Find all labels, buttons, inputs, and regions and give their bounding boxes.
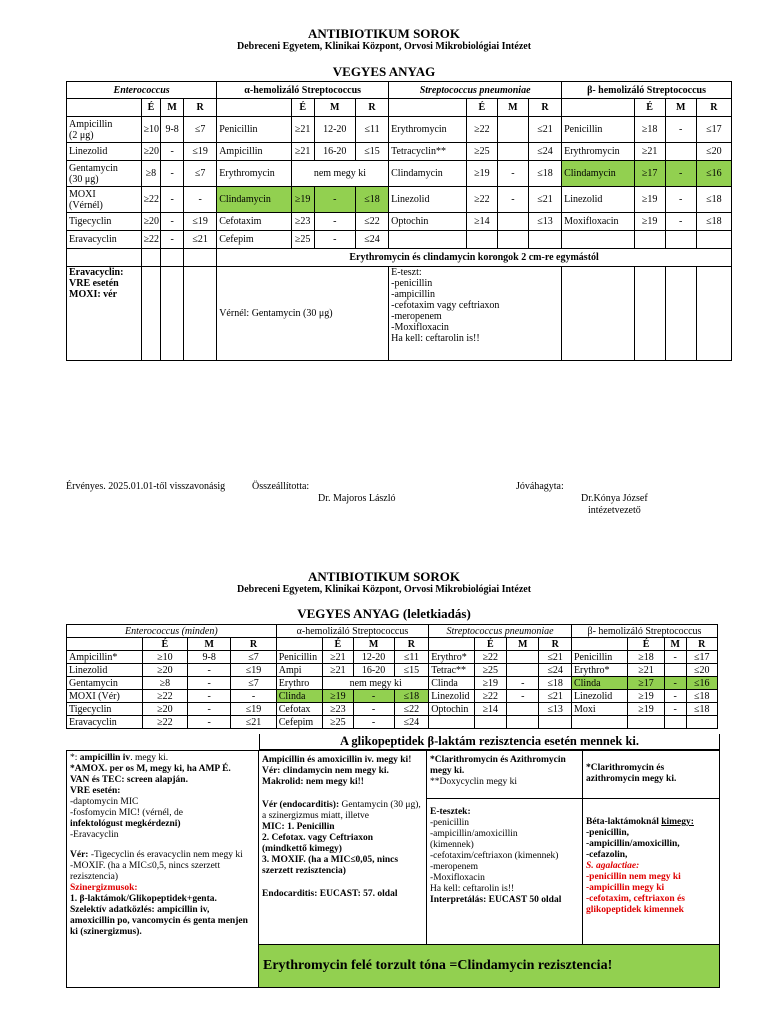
breakpoint-i-cell xyxy=(507,716,539,729)
breakpoint-r-cell: ≤16 xyxy=(686,677,717,690)
footer-approver-name: Dr.Kónya József xyxy=(581,493,648,504)
breakpoint-i-cell: - xyxy=(665,213,696,231)
breakpoint-i-cell xyxy=(507,651,539,664)
group-header-alpha-strep: α-hemolizáló Streptococcus xyxy=(217,82,389,99)
drug-name-cell xyxy=(571,716,627,729)
breakpoint-i-cell: - xyxy=(161,231,184,249)
breakpoint-s-cell xyxy=(466,231,497,249)
column-header: M xyxy=(188,638,231,651)
breakpoint-i-cell: - xyxy=(665,117,696,143)
column-header: R xyxy=(355,99,388,117)
drug-name-cell: Linezolid xyxy=(389,187,467,213)
header-blank-cell xyxy=(429,638,474,651)
note-agalactiae-list: -penicillin nem megy ki -ampicillin megy ki -cefotaxim, ceftriaxon és glikopeptidek kimennek xyxy=(586,872,685,915)
header-blank-cell xyxy=(276,638,322,651)
breakpoint-r-cell: ≤19 xyxy=(231,703,276,716)
table-row xyxy=(67,703,718,716)
group-header-enterococcus-2: Enterococcus (minden) xyxy=(67,625,277,638)
column-header: M xyxy=(664,638,686,651)
breakpoint-s-cell: ≥25 xyxy=(291,231,314,249)
breakpoint-i-cell: 9-8 xyxy=(188,651,231,664)
breakpoint-s-cell: ≥19 xyxy=(474,677,506,690)
page2-antibiotic-table xyxy=(66,624,718,729)
note-etest-title: E-tesztek: xyxy=(430,807,471,817)
breakpoint-s-cell: ≥21 xyxy=(628,664,665,677)
drug-name-cell: Tetracyclin** xyxy=(389,143,467,161)
column-header: É xyxy=(323,638,353,651)
drug-name-cell: Gentamycin (30 μg) xyxy=(67,161,142,187)
breakpoint-i-cell xyxy=(507,664,539,677)
breakpoint-i-cell: - xyxy=(664,690,686,703)
breakpoint-i-cell: - xyxy=(664,651,686,664)
footer-compiler-name: Dr. Majoros László xyxy=(318,493,396,504)
breakpoint-s-cell: ≥8 xyxy=(142,677,187,690)
note-eravacyclin: -Eravacyclin xyxy=(70,830,119,840)
group-header-row-2 xyxy=(67,625,718,638)
breakpoint-s-cell: ≥19 xyxy=(628,690,665,703)
page1-antibiotic-table xyxy=(66,81,732,361)
breakpoint-r-cell: ≤21 xyxy=(528,187,561,213)
breakpoint-i-cell: - xyxy=(314,213,355,231)
breakpoint-i-cell: - xyxy=(188,703,231,716)
drug-name-cell: Erythro* xyxy=(571,664,627,677)
note-betalactam-list: -penicillin, -ampicillin/amoxicillin, -cefazolin, xyxy=(586,828,680,860)
breakpoint-s-cell xyxy=(634,231,665,249)
breakpoint-i-cell: - xyxy=(664,677,686,690)
breakpoint-r-cell: ≤24 xyxy=(394,716,429,729)
breakpoint-s-cell: ≥10 xyxy=(142,651,187,664)
column-header: É xyxy=(142,638,187,651)
column-header: M xyxy=(497,99,528,117)
breakpoint-i-cell xyxy=(497,117,528,143)
breakpoint-i-cell: - xyxy=(497,187,528,213)
etest-note: E-teszt: -penicillin -ampicillin -cefotaxim vagy ceftriaxon -meropenem -Moxifloxacin Ha kell: ceftarolin is!! xyxy=(389,267,562,361)
breakpoint-r-cell: ≤24 xyxy=(528,143,561,161)
breakpoint-s-cell: ≥20 xyxy=(141,213,161,231)
note-etest-box xyxy=(427,799,582,914)
drug-name-cell: Clindamycin xyxy=(389,161,467,187)
breakpoint-s-cell: ≥8 xyxy=(141,161,161,187)
breakpoint-r-cell: ≤7 xyxy=(184,161,217,187)
breakpoint-s-cell: ≥14 xyxy=(466,213,497,231)
breakpoint-r-cell: ≤11 xyxy=(355,117,388,143)
breakpoint-r-cell: ≤17 xyxy=(686,651,717,664)
breakpoint-r-cell: ≤19 xyxy=(231,664,276,677)
breakpoint-s-cell: ≥19 xyxy=(634,213,665,231)
table-row xyxy=(67,213,732,231)
drug-name-cell: Ampicillin xyxy=(217,143,292,161)
drug-name-cell: Moxi xyxy=(571,703,627,716)
breakpoint-i-cell xyxy=(665,143,696,161)
note-betalactam-title: Béta-laktámoknál kimegy: xyxy=(586,817,694,827)
breakpoint-r-cell: ≤17 xyxy=(696,117,731,143)
drug-name-cell: Moxifloxacin xyxy=(562,213,634,231)
drug-name-cell: MOXI (Vér) xyxy=(67,690,143,703)
drug-name-cell: Ampicillin* xyxy=(67,651,143,664)
drug-name-cell: Cefotaxim xyxy=(217,213,292,231)
drug-name-cell xyxy=(389,231,467,249)
note-eucast-50: Interpretálás: EUCAST 50 oldal xyxy=(430,895,562,905)
breakpoint-r-cell: ≤24 xyxy=(355,231,388,249)
breakpoint-s-cell: ≥25 xyxy=(474,664,506,677)
breakpoint-r-cell: ≤15 xyxy=(355,143,388,161)
breakpoint-i-cell: - xyxy=(507,690,539,703)
not-reported-cell: nem megy ki xyxy=(323,677,429,690)
group-header-beta-strep: β- hemolizáló Streptococcus xyxy=(562,82,732,99)
notes-col-pneumoniae xyxy=(427,751,583,944)
breakpoint-s-cell: ≥22 xyxy=(141,231,161,249)
breakpoint-s-cell: ≥22 xyxy=(142,716,187,729)
breakpoint-s-cell: ≥21 xyxy=(291,117,314,143)
drug-name-cell: Clindamycin xyxy=(562,161,634,187)
table-row xyxy=(67,664,718,677)
table-row xyxy=(67,690,718,703)
breakpoint-r-cell xyxy=(686,716,717,729)
drug-name-cell: Ampi xyxy=(276,664,322,677)
breakpoint-i-cell xyxy=(664,664,686,677)
drug-name-cell: Clindamycin xyxy=(217,187,292,213)
breakpoint-s-cell xyxy=(474,716,506,729)
page2-section-title: VEGYES ANYAG (leletkiadás) xyxy=(297,606,471,621)
footer-approved-label: Jóváhagyta: xyxy=(516,481,564,492)
note-ampi-amox-iv: Ampicillin és amoxicillin iv. megy ki! Vér: clindamycin nem megy ki. Makrolid: nem megy ki!! xyxy=(262,755,412,787)
note-synergy-title: Szinergizmusok: xyxy=(70,883,138,893)
breakpoint-s-cell: ≥21 xyxy=(291,143,314,161)
drug-name-cell: Eravacyclin xyxy=(67,231,142,249)
drug-name-cell: Erythromycin xyxy=(389,117,467,143)
page2-institution: Debreceni Egyetem, Klinikai Központ, Orvosi Mikrobiológiai Intézet xyxy=(236,584,532,595)
not-reported-cell: nem megy ki xyxy=(291,161,388,187)
breakpoint-r-cell: ≤19 xyxy=(184,143,217,161)
group-header-pneumoniae: Streptococcus pneumoniae xyxy=(389,82,562,99)
drug-name-cell: Erythro* xyxy=(429,651,474,664)
breakpoint-s-cell: ≥20 xyxy=(142,664,187,677)
breakpoint-s-cell: ≥23 xyxy=(291,213,314,231)
breakpoint-s-cell: ≥19 xyxy=(291,187,314,213)
breakpoint-i-cell xyxy=(497,143,528,161)
breakpoint-s-cell: ≥21 xyxy=(634,143,665,161)
breakpoint-r-cell: ≤18 xyxy=(528,161,561,187)
drug-name-cell: Clinda xyxy=(429,677,474,690)
breakpoint-i-cell: - xyxy=(161,143,184,161)
table-row xyxy=(67,161,732,187)
drug-name-cell: Cefepim xyxy=(276,716,322,729)
column-header: M xyxy=(507,638,539,651)
page1-institution: Debreceni Egyetem, Klinikai Központ, Orvosi Mikrobiológiai Intézet xyxy=(236,41,532,52)
column-header: É xyxy=(628,638,665,651)
note-endocarditis-blood: Vér (endocarditis): Gentamycin (30 μg), a szinergizmus miatt, illetve xyxy=(262,800,421,821)
header-blank-cell xyxy=(562,99,634,117)
group-header-beta-strep-2: β- hemolizáló Streptococcus xyxy=(571,625,717,638)
breakpoint-i-cell: 9-8 xyxy=(161,117,184,143)
column-header-row-2 xyxy=(67,638,718,651)
breakpoint-s-cell: ≥22 xyxy=(466,117,497,143)
breakpoint-r-cell: ≤18 xyxy=(355,187,388,213)
breakpoint-s-cell: ≥22 xyxy=(474,690,506,703)
drug-name-cell: Penicillin xyxy=(571,651,627,664)
breakpoint-r-cell: - xyxy=(231,690,276,703)
breakpoint-i-cell: 16-20 xyxy=(314,143,355,161)
table-row xyxy=(67,651,718,664)
notes-block xyxy=(66,750,720,988)
breakpoint-i-cell: - xyxy=(161,187,184,213)
header-blank-cell xyxy=(67,99,142,117)
breakpoint-r-cell: - xyxy=(184,187,217,213)
breakpoint-r-cell: ≤20 xyxy=(686,664,717,677)
breakpoint-i-cell xyxy=(497,231,528,249)
breakpoint-r-cell xyxy=(696,231,731,249)
table-row xyxy=(67,117,732,143)
column-header-row xyxy=(67,99,732,117)
breakpoint-i-cell: - xyxy=(497,161,528,187)
drug-name-cell: MOXI (Vérnél) xyxy=(67,187,142,213)
notes-col-beta-strep xyxy=(583,751,719,944)
drug-name-cell: Penicillin xyxy=(562,117,634,143)
breakpoint-r-cell: ≤21 xyxy=(528,117,561,143)
column-header: M xyxy=(353,638,394,651)
column-header: É xyxy=(474,638,506,651)
column-header: R xyxy=(528,99,561,117)
drug-name-cell: Optochin xyxy=(389,213,467,231)
drug-name-cell: Erythro xyxy=(276,677,322,690)
breakpoint-i-cell xyxy=(507,703,539,716)
note-infectology: infektológust megkérdezni) xyxy=(70,819,181,829)
header-blank-cell xyxy=(67,638,143,651)
column-header: É xyxy=(634,99,665,117)
breakpoint-i-cell: - xyxy=(161,213,184,231)
drug-name-cell: Tetrac** xyxy=(429,664,474,677)
breakpoint-i-cell xyxy=(664,716,686,729)
column-header: É xyxy=(291,99,314,117)
group-header-enterococcus: Enterococcus xyxy=(67,82,217,99)
column-header: R xyxy=(539,638,571,651)
drug-name-cell: Erythromycin xyxy=(562,143,634,161)
breakpoint-r-cell: ≤22 xyxy=(394,703,429,716)
footer-validity: Érvényes. 2025.01.01-től visszavonásig xyxy=(66,481,226,492)
drug-name-cell: Cefotax xyxy=(276,703,322,716)
breakpoint-r-cell: ≤16 xyxy=(696,161,731,187)
breakpoint-r-cell: ≤18 xyxy=(696,213,731,231)
breakpoint-r-cell: ≤18 xyxy=(686,690,717,703)
breakpoint-i-cell: - xyxy=(314,231,355,249)
drug-name-cell: Gentamycin xyxy=(67,677,143,690)
breakpoint-i-cell: - xyxy=(188,677,231,690)
note-eucast-57: Endocarditis: EUCAST: 57. oldal xyxy=(262,889,398,899)
drug-name-cell: Linezolid xyxy=(429,690,474,703)
page2-title: ANTIBIOTIKUM SOROK xyxy=(307,569,461,584)
note-ampicillin: *: ampicillin iv. megy ki. xyxy=(70,753,169,763)
breakpoint-s-cell: ≥21 xyxy=(323,651,353,664)
breakpoint-r-cell: ≤18 xyxy=(539,677,571,690)
column-header: R xyxy=(394,638,429,651)
breakpoint-r-cell xyxy=(539,716,571,729)
table-row xyxy=(67,677,718,690)
drug-name-cell: Ampicillin (2 μg) xyxy=(67,117,142,143)
column-header: R xyxy=(696,99,731,117)
column-header: R xyxy=(231,638,276,651)
drug-name-cell: Tigecyclin xyxy=(67,213,142,231)
notes-col-alpha-strep xyxy=(259,751,427,944)
header-blank-cell xyxy=(217,99,292,117)
breakpoint-r-cell: ≤21 xyxy=(184,231,217,249)
breakpoint-r-cell: ≤11 xyxy=(394,651,429,664)
breakpoint-s-cell: ≥10 xyxy=(141,117,161,143)
breakpoint-i-cell: - xyxy=(314,187,355,213)
note-etest-list: -penicillin -ampicillin/amoxicillin (kimennek) -cefotaxim/ceftriaxon (kimennek) -meropenem -Moxifloxacin Ha kell: ceftarolin is!! xyxy=(430,818,559,894)
page1-section-title: VEGYES ANYAG xyxy=(332,64,436,79)
breakpoint-r-cell: ≤21 xyxy=(539,690,571,703)
drug-name-cell: Clinda xyxy=(571,677,627,690)
breakpoint-s-cell: ≥22 xyxy=(141,187,161,213)
breakpoint-s-cell: ≥17 xyxy=(634,161,665,187)
breakpoint-s-cell: ≥18 xyxy=(628,651,665,664)
note-synergy-body: 1. β-laktámok/Glikopeptidek+genta. Szelektív adatközlés: ampicillin iv, amoxicillin po, vancomycin és genta menjen ki (szinergizmus). xyxy=(70,894,248,937)
breakpoint-r-cell: ≤7 xyxy=(231,651,276,664)
note-row xyxy=(67,249,732,267)
drug-name-cell: Linezolid xyxy=(562,187,634,213)
clindamycin-resistance-banner: Erythromycin felé torzult tóna =Clindamycin rezisztencia! xyxy=(259,944,719,987)
breakpoint-r-cell: ≤20 xyxy=(696,143,731,161)
note-vre: VRE esetén: xyxy=(70,786,121,796)
column-header: É xyxy=(141,99,161,117)
drug-name-cell: Erythromycin xyxy=(217,161,292,187)
breakpoint-i-cell: - xyxy=(664,703,686,716)
breakpoint-r-cell: ≤7 xyxy=(231,677,276,690)
breakpoint-s-cell: ≥14 xyxy=(474,703,506,716)
breakpoint-r-cell: ≤15 xyxy=(394,664,429,677)
header-blank-cell xyxy=(389,99,467,117)
bottom-notes-row xyxy=(67,267,732,361)
drug-name-cell: Linezolid xyxy=(67,664,143,677)
group-header-pneumoniae-2: Streptococcus pneumoniae xyxy=(429,625,572,638)
drug-name-cell: Penicillin xyxy=(217,117,292,143)
breakpoint-s-cell: ≥21 xyxy=(323,664,353,677)
breakpoint-i-cell: - xyxy=(188,716,231,729)
breakpoint-r-cell: ≤18 xyxy=(696,187,731,213)
breakpoint-r-cell: ≤21 xyxy=(231,716,276,729)
drug-name-cell: Cefepim xyxy=(217,231,292,249)
breakpoint-s-cell: ≥25 xyxy=(466,143,497,161)
table-row xyxy=(67,187,732,213)
breakpoint-i-cell xyxy=(497,213,528,231)
breakpoint-i-cell: - xyxy=(353,703,394,716)
table-row xyxy=(67,143,732,161)
note-blood: Vér: -Tigecyclin és eravacyclin nem megy ki -MOXIF. (ha a MIC≤0,5, nincs szerzett rezisztencia) xyxy=(70,850,243,882)
blood-note: Vérnél: Gentamycin (30 μg) xyxy=(217,267,389,361)
breakpoint-i-cell: - xyxy=(188,664,231,677)
breakpoint-r-cell: ≤13 xyxy=(528,213,561,231)
note-vre-list: -daptomycin MIC -fosfomycin MIC! (vérnél, de xyxy=(70,797,183,818)
breakpoint-s-cell: ≥19 xyxy=(634,187,665,213)
breakpoint-s-cell: ≥22 xyxy=(466,187,497,213)
column-header: M xyxy=(314,99,355,117)
breakpoint-i-cell: - xyxy=(353,716,394,729)
breakpoint-r-cell: ≤21 xyxy=(539,651,571,664)
breakpoint-s-cell: ≥19 xyxy=(628,703,665,716)
breakpoint-s-cell: ≥19 xyxy=(466,161,497,187)
breakpoint-i-cell: - xyxy=(188,690,231,703)
breakpoint-i-cell: 12-20 xyxy=(353,651,394,664)
column-header: R xyxy=(686,638,717,651)
breakpoint-i-cell: - xyxy=(665,161,696,187)
breakpoint-i-cell: 12-20 xyxy=(314,117,355,143)
note-doxy: **Doxycyclin megy ki xyxy=(430,777,518,787)
drug-name-cell xyxy=(429,716,474,729)
breakpoint-r-cell: ≤19 xyxy=(184,213,217,231)
drug-name-cell: Optochin xyxy=(429,703,474,716)
group-header-alpha-strep-2: α-hemolizáló Streptococcus xyxy=(276,625,428,638)
page1-title: ANTIBIOTIKUM SOROK xyxy=(307,26,461,41)
breakpoint-r-cell xyxy=(528,231,561,249)
breakpoint-i-cell: - xyxy=(507,677,539,690)
breakpoint-i-cell: - xyxy=(665,187,696,213)
note-s-agalactiae: S. agalactiae: xyxy=(586,861,640,871)
breakpoint-s-cell: ≥25 xyxy=(323,716,353,729)
table-row xyxy=(67,231,732,249)
drug-name-cell: Linezolid xyxy=(67,143,142,161)
note-amox: *AMOX. per os M, megy ki, ha AMP É. xyxy=(70,764,231,774)
note-mic-list: MIC: 1. Penicillin 2. Cefotax. vagy Ceftriaxon (mindkettő kimegy) 3. MOXIF. (ha a MIC≤0,05, nincs szerzett rezisztencia) xyxy=(262,822,399,876)
breakpoint-i-cell: - xyxy=(353,690,394,703)
notes-col-enterococcus xyxy=(67,751,259,987)
header-blank-cell xyxy=(571,638,627,651)
breakpoint-r-cell: ≤24 xyxy=(539,664,571,677)
drug-name-cell: Linezolid xyxy=(571,690,627,703)
drug-name-cell: Eravacyclin xyxy=(67,716,143,729)
note-clarithro-beta: *Clarithromycin és azithromycin megy ki. xyxy=(583,751,719,799)
breakpoint-r-cell: ≤18 xyxy=(686,703,717,716)
footer-compiled-label: Összeállította: xyxy=(252,481,310,492)
note-betalactam-box xyxy=(583,799,719,916)
breakpoint-i-cell: 16-20 xyxy=(353,664,394,677)
breakpoint-s-cell: ≥23 xyxy=(323,703,353,716)
breakpoint-r-cell: ≤18 xyxy=(394,690,429,703)
drug-name-cell: Tigecyclin xyxy=(67,703,143,716)
note-clarithro: *Clarithromycin és Azithromycin megy ki. xyxy=(430,755,566,776)
breakpoint-s-cell: ≥22 xyxy=(142,690,187,703)
breakpoint-r-cell: ≤7 xyxy=(184,117,217,143)
table-row xyxy=(67,716,718,729)
note-macrolide-box xyxy=(427,751,582,799)
glycopeptide-note: A glikopeptidek β-laktám rezisztencia esetén mennek ki. xyxy=(259,734,720,750)
breakpoint-s-cell: ≥17 xyxy=(628,677,665,690)
disc-distance-note: Erythromycin és clindamycin korongok 2 cm-re egymástól xyxy=(217,249,732,267)
drug-name-cell xyxy=(562,231,634,249)
column-header: M xyxy=(161,99,184,117)
breakpoint-s-cell: ≥19 xyxy=(323,690,353,703)
breakpoint-s-cell: ≥20 xyxy=(141,143,161,161)
note-van-tec: VAN és TEC: screen alapján. xyxy=(70,775,188,785)
group-header-row xyxy=(67,82,732,99)
breakpoint-s-cell: ≥20 xyxy=(142,703,187,716)
breakpoint-r-cell: ≤13 xyxy=(539,703,571,716)
column-header: R xyxy=(184,99,217,117)
breakpoint-i-cell xyxy=(665,231,696,249)
breakpoint-s-cell: ≥22 xyxy=(474,651,506,664)
breakpoint-r-cell: ≤22 xyxy=(355,213,388,231)
breakpoint-s-cell xyxy=(628,716,665,729)
bottom-left-note: Eravacyclin: VRE esetén MOXI: vér xyxy=(67,267,142,361)
footer-approver-role: intézetvezető xyxy=(588,505,641,516)
drug-name-cell: Penicillin xyxy=(276,651,322,664)
column-header: M xyxy=(665,99,696,117)
breakpoint-s-cell: ≥18 xyxy=(634,117,665,143)
drug-name-cell: Clinda xyxy=(276,690,322,703)
column-header: É xyxy=(466,99,497,117)
breakpoint-i-cell: - xyxy=(161,161,184,187)
